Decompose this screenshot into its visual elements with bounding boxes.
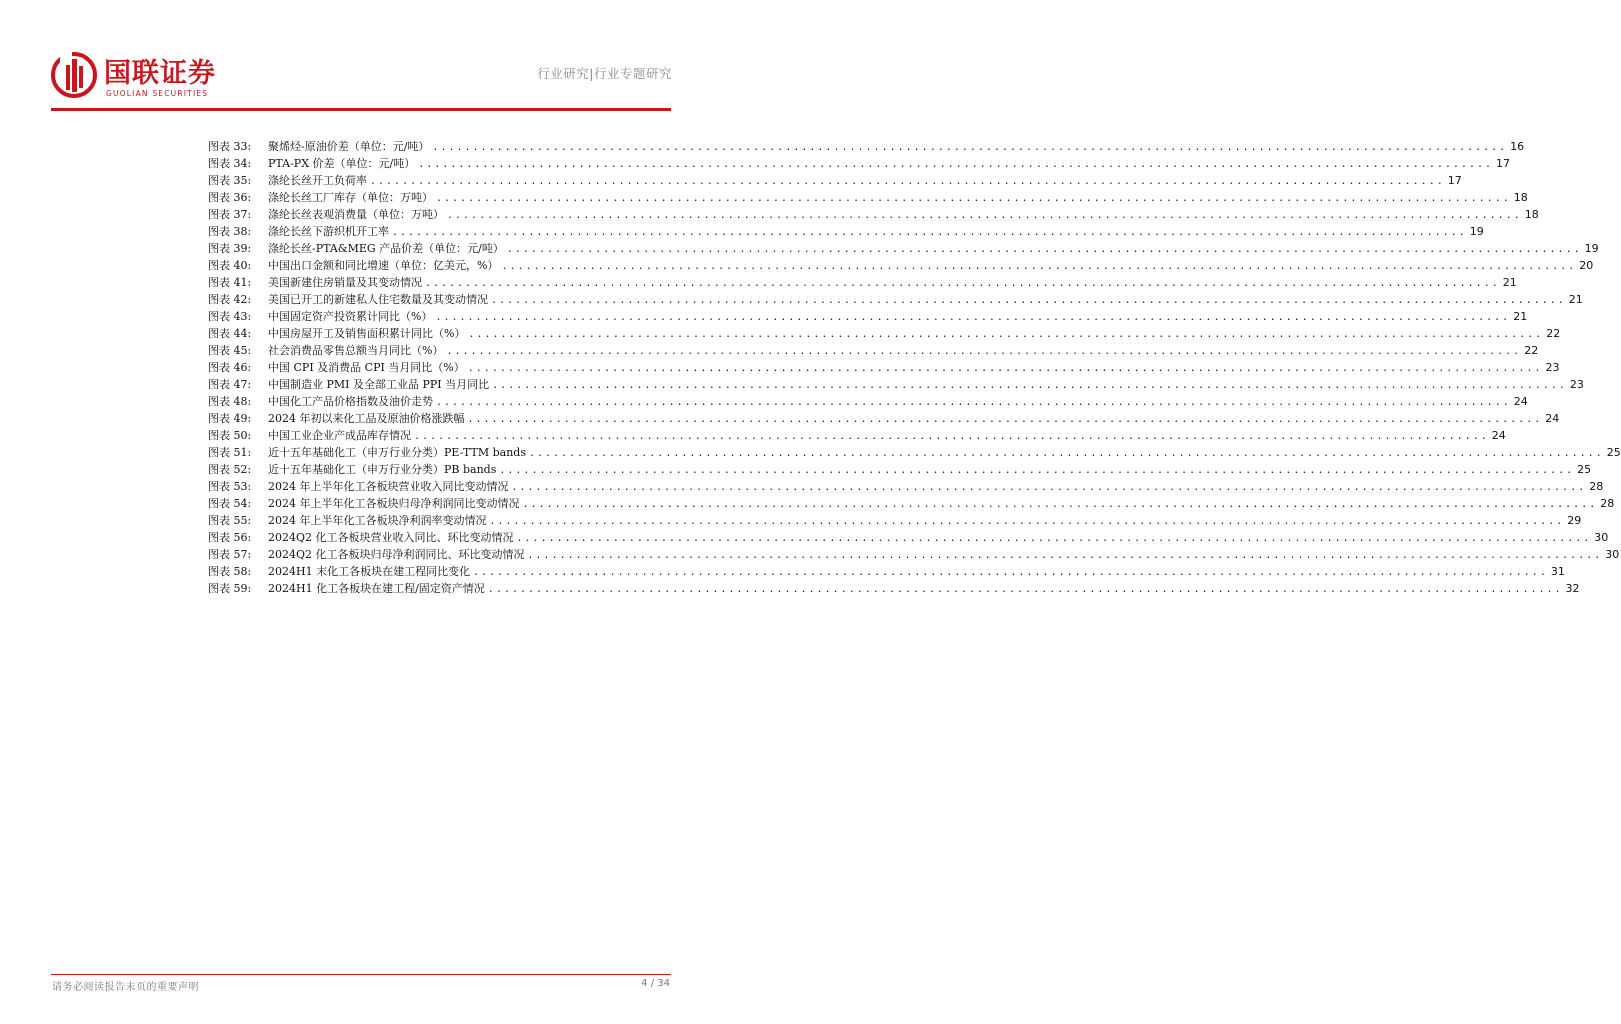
figure-title: 近十五年基础化工（申万行业分类）PB bands (268, 463, 497, 476)
figure-page-number: 25 (1577, 463, 1592, 476)
dot-leader (425, 275, 1500, 292)
figure-label: 图表 36: (208, 191, 252, 204)
dot-leader (529, 445, 1604, 462)
figure-page-number: 29 (1567, 514, 1582, 527)
dot-leader (432, 139, 1507, 156)
figure-title: 涤纶长丝下游织机开工率 (268, 225, 389, 238)
dot-leader (523, 496, 1598, 513)
toc-entry[interactable] (208, 240, 1599, 257)
figure-title: 中国固定资产投资累计同比（%） (268, 310, 433, 323)
figure-page-number: 19 (1469, 225, 1484, 238)
dot-leader (468, 326, 1543, 343)
dot-leader (491, 292, 1566, 309)
dot-leader (528, 547, 1603, 564)
figure-title: 2024Q2 化工各板块归母净利润同比、环比变动情况 (268, 548, 525, 561)
figure-label: 图表 33: (208, 140, 252, 153)
report-category: 行业研究|行业专题研究 (537, 66, 672, 81)
figure-page-number: 24 (1491, 429, 1506, 442)
figure-page-number: 28 (1600, 497, 1615, 510)
brand-name-cn: 国联证券 (104, 58, 216, 89)
toc-entry[interactable] (208, 512, 1582, 529)
figure-title: 美国已开工的新建私人住宅数量及其变动情况 (268, 293, 488, 306)
figure-label: 图表 43: (208, 310, 252, 323)
dot-leader (446, 343, 1521, 360)
figure-title: 涤纶长丝表观消费量（单位：万吨） (268, 208, 444, 221)
dot-leader (468, 411, 1543, 428)
figure-title: 中国制造业 PMI 及全部工业品 PPI 当月同比 (268, 378, 490, 391)
dot-leader (436, 394, 1511, 411)
toc-entry[interactable] (208, 580, 1580, 597)
figure-page-number: 22 (1546, 327, 1561, 340)
toc-entry[interactable] (208, 563, 1565, 580)
dot-leader (473, 564, 1548, 581)
figure-label: 图表 54: (208, 497, 252, 510)
figure-label: 图表 57: (208, 548, 252, 561)
figure-label: 图表 45: (208, 344, 252, 357)
header-divider (51, 108, 671, 111)
figure-label: 图表 38: (208, 225, 252, 238)
disclaimer-note: 请务必阅读报告末页的重要声明 (52, 982, 199, 993)
figure-label: 图表 53: (208, 480, 252, 493)
dot-leader (501, 258, 1576, 275)
figure-title: 中国化工产品价格指数及油价走势 (268, 395, 433, 408)
dot-leader (499, 462, 1574, 479)
figure-label: 图表 48: (208, 395, 252, 408)
figure-label: 图表 34: (208, 157, 252, 170)
figure-page-number: 18 (1524, 208, 1539, 221)
figure-title: 中国出口金额和同比增速（单位：亿美元，%） (268, 259, 499, 272)
figure-label: 图表 55: (208, 514, 252, 527)
figure-title: 中国房屋开工及销售面积累计同比（%） (268, 327, 466, 340)
dot-leader (468, 360, 1543, 377)
toc-entry[interactable] (208, 444, 1621, 461)
figure-page-number: 32 (1565, 582, 1580, 595)
footer-divider (51, 974, 671, 975)
figure-page-number: 24 (1545, 412, 1560, 425)
figure-label: 图表 58: (208, 565, 252, 578)
dot-leader (492, 377, 1567, 394)
page-number: 4 / 34 (641, 978, 670, 989)
figure-label: 图表 59: (208, 582, 252, 595)
figure-title: 涤纶长丝开工负荷率 (268, 174, 367, 187)
figure-title: 近十五年基础化工（申万行业分类）PE-TTM bands (268, 446, 526, 459)
dot-leader (507, 241, 1582, 258)
figure-page-number: 17 (1447, 174, 1462, 187)
figure-title: 中国工业企业产成品库存情况 (268, 429, 411, 442)
figure-title: 2024Q2 化工各板块营业收入同比、环比变动情况 (268, 531, 514, 544)
brand-name-en: GUOLIAN SECURITIES (106, 89, 209, 98)
figure-title: 2024 年上半年化工各板块营业收入同比变动情况 (268, 480, 509, 493)
toc-entry[interactable] (208, 376, 1584, 393)
dot-leader (392, 224, 1467, 241)
figure-page-number: 22 (1524, 344, 1539, 357)
toc-entry[interactable] (208, 478, 1604, 495)
toc-entry[interactable] (208, 325, 1561, 342)
figure-label: 图表 40: (208, 259, 252, 272)
figure-label: 图表 41: (208, 276, 252, 289)
figure-page-number: 17 (1495, 157, 1510, 170)
figure-label: 图表 39: (208, 242, 252, 255)
figure-page-number: 23 (1569, 378, 1584, 391)
dot-leader (370, 173, 1445, 190)
toc-entry[interactable] (208, 138, 1525, 155)
figure-page-number: 21 (1568, 293, 1583, 306)
figure-title: 2024 年上半年化工各板块净利润率变动情况 (268, 514, 487, 527)
toc-entry[interactable] (208, 291, 1583, 308)
figure-title: 中国 CPI 及消费品 CPI 当月同比（%） (268, 361, 465, 374)
toc-entry[interactable] (208, 257, 1594, 274)
figure-page-number: 30 (1594, 531, 1609, 544)
toc-entry[interactable] (208, 495, 1615, 512)
figure-title: 聚烯烃-原油价差（单位：元/吨） (268, 140, 430, 153)
page-header (0, 0, 724, 116)
figure-title: 涤纶长丝-PTA&MEG 产品价差（单位：元/吨） (268, 242, 504, 255)
toc-entry[interactable] (208, 206, 1539, 223)
figure-label: 图表 44: (208, 327, 252, 340)
dot-leader (488, 581, 1563, 598)
toc-entry[interactable] (208, 155, 1510, 172)
toc-entry[interactable] (208, 274, 1517, 291)
figure-title: PTA-PX 价差（单位：元/吨） (268, 157, 416, 170)
figure-title: 美国新建住房销量及其变动情况 (268, 276, 422, 289)
figure-title: 2024 年上半年化工各板块归母净利润同比变动情况 (268, 497, 520, 510)
figure-page-number: 24 (1513, 395, 1528, 408)
figure-label: 图表 42: (208, 293, 252, 306)
toc-entry[interactable] (208, 427, 1506, 444)
figure-page-number: 19 (1584, 242, 1599, 255)
figure-page-number: 25 (1606, 446, 1621, 459)
guolian-logo-icon (51, 52, 97, 98)
figure-label: 图表 52: (208, 463, 252, 476)
figure-title: 2024H1 化工各板块在建工程/固定资产情况 (268, 582, 485, 595)
figure-title: 2024 年初以来化工品及原油价格涨跌幅 (268, 412, 465, 425)
figure-index-list (208, 138, 1621, 597)
figure-page-number: 16 (1510, 140, 1525, 153)
toc-entry[interactable] (208, 410, 1560, 427)
toc-entry[interactable] (208, 172, 1462, 189)
figure-page-number: 20 (1579, 259, 1594, 272)
dot-leader (436, 190, 1511, 207)
toc-entry[interactable] (208, 529, 1609, 546)
toc-entry[interactable] (208, 189, 1528, 206)
dot-leader (418, 156, 1493, 173)
figure-title: 涤纶长丝工厂库存（单位：万吨） (268, 191, 433, 204)
figure-label: 图表 51: (208, 446, 252, 459)
figure-page-number: 23 (1545, 361, 1560, 374)
figure-label: 图表 49: (208, 412, 252, 425)
figure-label: 图表 56: (208, 531, 252, 544)
toc-entry[interactable] (208, 342, 1539, 359)
figure-page-number: 21 (1513, 310, 1528, 323)
figure-title: 社会消费品零售总额当月同比（%） (268, 344, 444, 357)
toc-entry[interactable] (208, 359, 1560, 376)
figure-page-number: 31 (1550, 565, 1565, 578)
figure-label: 图表 46: (208, 361, 252, 374)
toc-entry[interactable] (208, 308, 1528, 325)
figure-label: 图表 37: (208, 208, 252, 221)
figure-label: 图表 35: (208, 174, 252, 187)
figure-page-number: 21 (1502, 276, 1517, 289)
figure-page-number: 28 (1589, 480, 1604, 493)
dot-leader (517, 530, 1592, 547)
dot-leader (414, 428, 1489, 445)
toc-entry[interactable] (208, 223, 1484, 240)
figure-label: 图表 47: (208, 378, 252, 391)
figure-page-number: 18 (1513, 191, 1528, 204)
toc-entry[interactable] (208, 393, 1528, 410)
toc-entry[interactable] (208, 546, 1620, 563)
dot-leader (435, 309, 1510, 326)
toc-entry[interactable] (208, 461, 1592, 478)
figure-title: 2024H1 末化工各板块在建工程同比变化 (268, 565, 471, 578)
dot-leader (447, 207, 1522, 224)
dot-leader (512, 479, 1587, 496)
dot-leader (490, 513, 1565, 530)
figure-label: 图表 50: (208, 429, 252, 442)
figure-page-number: 30 (1605, 548, 1620, 561)
